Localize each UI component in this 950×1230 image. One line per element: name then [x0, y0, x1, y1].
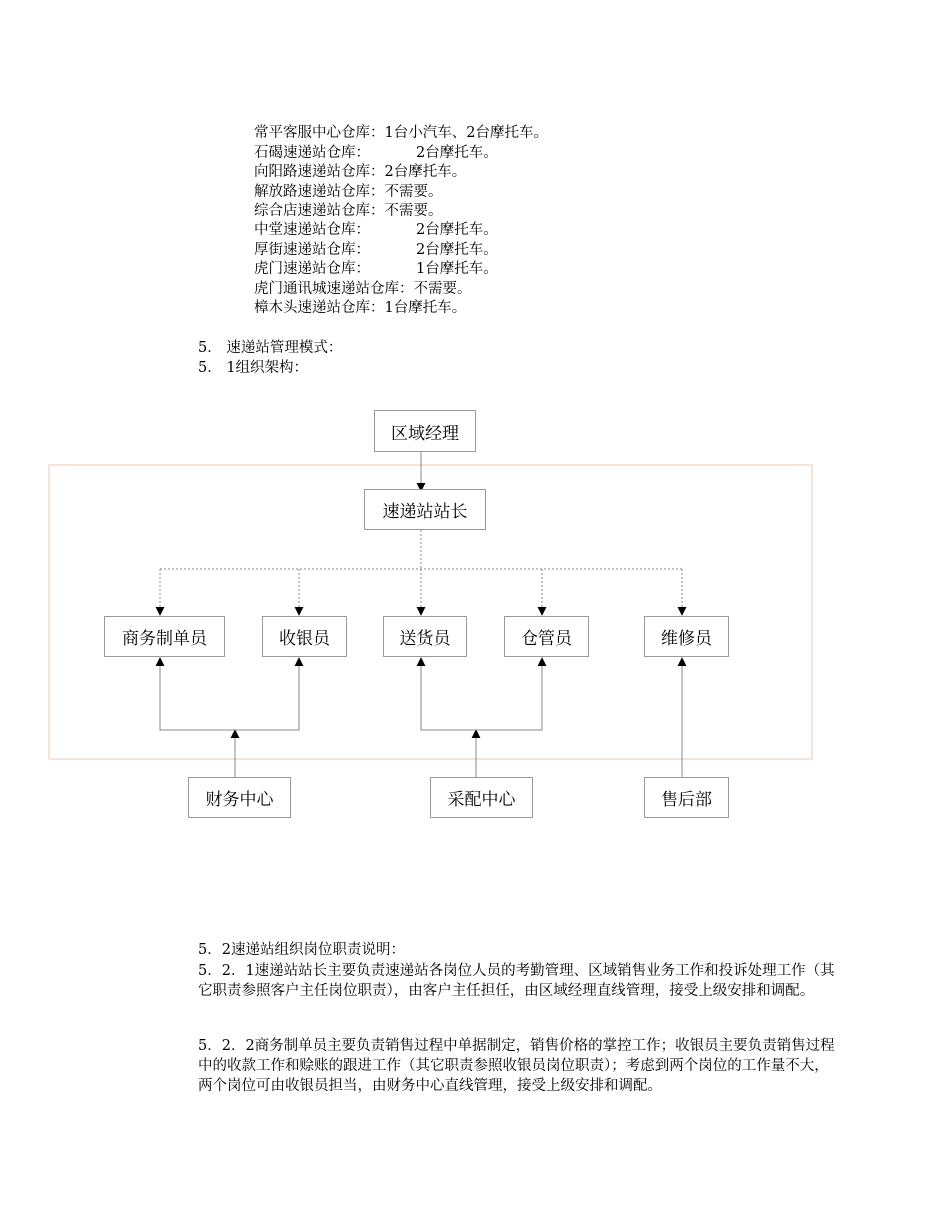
paragraph-text: 5．2．2商务制单员主要负责销售过程中单据制定，销售价格的掌控工作；收银员主要负责销售过程中的收款工作和赊账的跟进工作（其它职责参照收银员岗位职责）；考虑到两个岗位的工作量不大，两个岗位可由收银员担当，由财务中心直线管理，接受上级安排和调配。: [198, 1038, 835, 1094]
org-box-station-head: 速递站站长: [364, 489, 486, 530]
section-heading: 5．2速递站组织岗位职责说明：: [198, 942, 405, 958]
org-box-staff: 维修员: [644, 616, 729, 657]
org-box-center: 售后部: [644, 777, 729, 818]
org-box-staff: 仓管员: [504, 616, 589, 657]
warehouse-item: 中堂速递站仓库： 2台摩托车。: [254, 222, 498, 238]
warehouse-item: 虎门速递站仓库： 1台摩托车。: [254, 261, 498, 277]
section-heading: 5． 速递站管理模式：: [198, 340, 343, 356]
org-box-center: 采配中心: [430, 777, 533, 818]
warehouse-item: 厚街速递站仓库： 2台摩托车。: [254, 242, 498, 258]
warehouse-item: 解放路速递站仓库：不需要。: [254, 184, 443, 200]
warehouse-item: 常平客服中心仓库：1台小汽车、2台摩托车。: [254, 125, 548, 141]
paragraph-text: 5．2．1速递站站长主要负责速递站各岗位人员的考勤管理、区域销售业务工作和投诉处理工作（其它职责参照客户主任岗位职责），由客户主任担任，由区域经理直线管理，接受上级安排和调配。: [198, 963, 835, 999]
warehouse-item: 虎门通讯城速递站仓库：不需要。: [254, 281, 472, 297]
paragraph: [198, 961, 838, 1001]
org-box-center: 财务中心: [188, 777, 291, 818]
warehouse-item: 石碣速递站仓库： 2台摩托车。: [254, 145, 498, 161]
org-box-staff: 送货员: [383, 616, 467, 657]
org-box-manager: 区域经理: [374, 410, 476, 452]
warehouse-item: 向阳路速递站仓库：2台摩托车。: [254, 164, 467, 180]
warehouse-item: 樟木头速递站仓库：1台摩托车。: [254, 300, 467, 316]
connector-finance-bracket: [160, 660, 299, 730]
org-box-staff: 商务制单员: [104, 616, 225, 657]
section-heading: 5． 1组织架构：: [198, 360, 309, 376]
warehouse-item: 综合店速递站仓库：不需要。: [254, 203, 443, 219]
org-box-staff: 收银员: [262, 616, 347, 657]
paragraph: [198, 1036, 838, 1096]
connector-procurement-bracket: [421, 660, 542, 730]
